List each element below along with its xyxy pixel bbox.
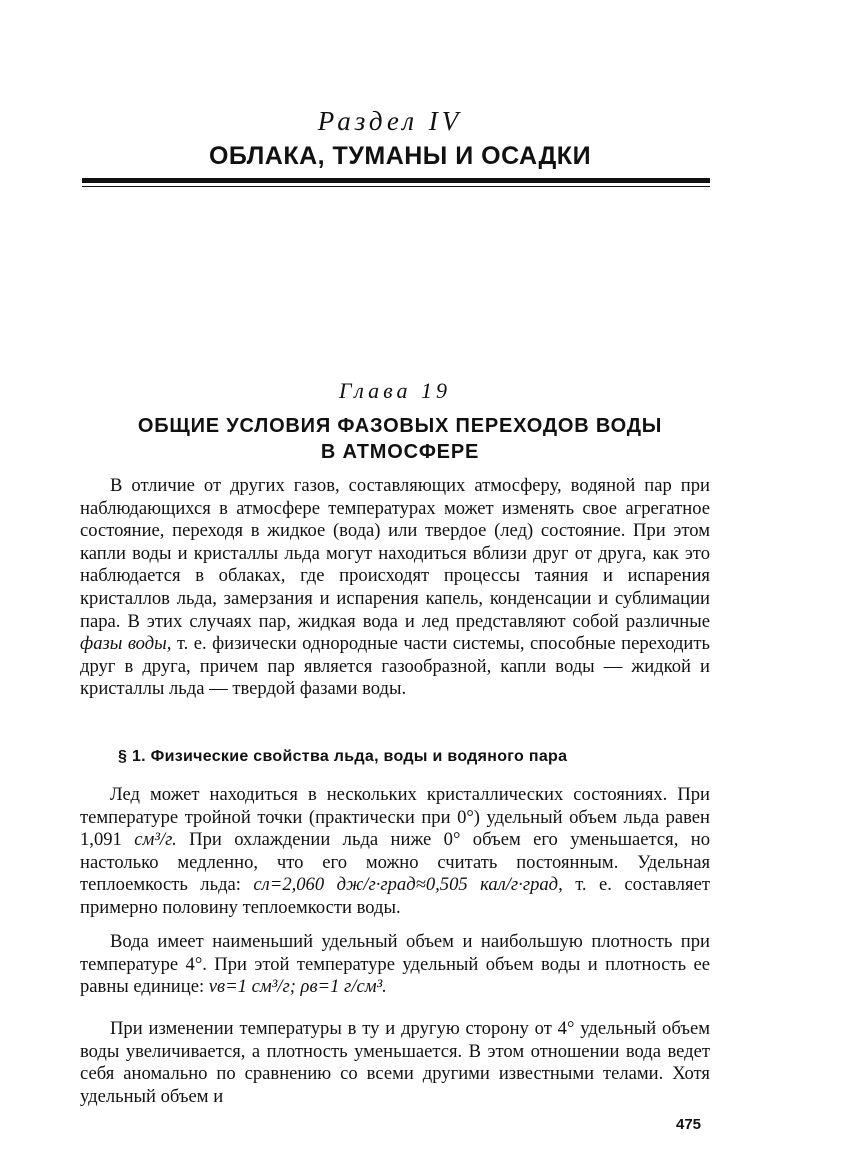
ice-unit: см³/г. bbox=[134, 829, 177, 851]
intro-text-a: В отличие от других газов, составляющих атмосферу, водяной пар при наблюдающихся в атмосфере температурах может изменять свое агрегатное состояние, переходя в жидкое (вода) или твердое (лед) состояние. При этом капли воды и кристаллы льда могут находиться вблизи друг от друга, как это наблюдается в облаках, где происходят процессы таяния и испарения кристаллов льда, замерзания и испарения капель, конденсации и сублимации пара. В этих случаях пар, жидкая вода и лед представляют собой различные bbox=[80, 475, 710, 632]
ice-text-c: т. е. составляет примерно половину теплоемкости воды. bbox=[80, 874, 710, 918]
water-formula: vв=1 см³/г; ρв=1 г/см³. bbox=[208, 976, 387, 998]
subsection-title: § 1. Физические свойства льда, воды и водяного пара bbox=[118, 748, 568, 765]
section-title: ОБЛАКА, ТУМАНЫ И ОСАДКИ bbox=[208, 142, 592, 170]
section-label: Раздел IV bbox=[317, 106, 463, 136]
ice-paragraph bbox=[80, 784, 710, 920]
chapter-title-line-2: В АТМОСФЕРЕ bbox=[320, 441, 480, 463]
temperature-change-paragraph: При изменении температуры в ту и другую сторону от 4° удельный объем воды увеличивается, а плотность уменьшается. В этом отношении вода ведет себя аномально по сравнению со всеми другими известными телами. Хотя удельный объем и bbox=[80, 1018, 710, 1107]
chapter-title bbox=[100, 413, 700, 465]
intro-paragraph bbox=[80, 475, 710, 701]
ice-heat-capacity-formula: cл=2,060 дж/г·град≈0,505 кал/г·град, bbox=[253, 874, 563, 896]
section-rule-thick bbox=[82, 178, 710, 183]
intro-emphasis: фазы воды, bbox=[80, 633, 172, 655]
intro-text-b: т. е. физически однородные части системы, способные переходить друг в друга, причем пар является газообразной, капли воды — жидкой и кристаллы льда — твердой фазами воды. bbox=[80, 633, 710, 700]
chapter-label: Глава 19 bbox=[338, 378, 452, 403]
ice-text-b: При охлаждении льда ниже 0° объем его уменьшается, но настолько медленно, что его можно считать постоянным. Удельная теплоемкость льда: bbox=[80, 829, 710, 896]
page-number: 475 bbox=[676, 1116, 702, 1133]
water-text-a: Вода имеет наименьший удельный объем и наибольшую плотность при температуре 4°. При этой температуре удельный объем воды и плотность ее равны единице: bbox=[80, 931, 710, 998]
chapter-title-line-1: ОБЩИЕ УСЛОВИЯ ФАЗОВЫХ ПЕРЕХОДОВ ВОДЫ bbox=[137, 415, 663, 437]
water-paragraph bbox=[80, 931, 710, 999]
ice-text-a: Лед может находиться в нескольких кристаллических состояниях. При температуре тройной точки (практически при 0°) удельный объем льда равен 1,091 bbox=[80, 784, 710, 851]
section-rule-thin bbox=[82, 186, 710, 187]
